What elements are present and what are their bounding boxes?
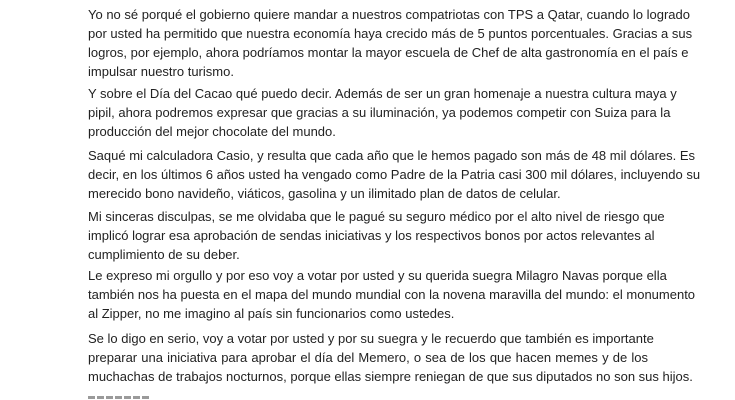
text-line: Yo no sé porqué el gobierno quiere mandar a nuestros compatriotas con TPS a Qatar, cuando lo logrado [88,7,690,22]
paragraph-disculpas [88,207,665,264]
text-line: preparar una iniciativa para aprobar el día del Memero, o sea de los que hacen memes y de los [88,350,648,365]
text-line: logros, por ejemplo, ahora podríamos montar la mayor escuela de Chef de alta gastronomía en el país e [88,45,689,60]
paragraph-en-serio [88,329,693,386]
text-line: Se lo digo en serio, voy a votar por usted y por su suegra y le recuerdo que también es importante [88,331,654,346]
text-line: merecido bono navideño, viáticos, gasolina y un ilimitado plan de datos de celular. [88,186,561,201]
text-line: al Zipper, no me imagino al país sin funcionarios como ustedes. [88,306,455,321]
text-line: Mi sinceras disculpas, se me olvidaba que le pagué su seguro médico por el alto nivel de riesgo que [88,209,665,224]
text-line: Le expreso mi orgullo y por eso voy a votar por usted y su querida suegra Milagro Navas porque ella [88,268,667,283]
text-line: impulsar nuestro turismo. [88,64,234,79]
cut-off-text-line [88,391,158,400]
text-line: por usted ha permitido que nuestra economía haya crecido más de 5 puntos porcentuales. Gracias a sus [88,26,693,41]
text-line: también nos ha puesta en el mapa del mundo mundial con la novena maravilla del mundo: el monumento [88,287,696,302]
text-line: pipil, ahora podremos expresar que gracias a su iluminación, ya podemos competir con Suiza para la [88,105,671,120]
text-line: Saqué mi calculadora Casio, y resulta que cada año que le hemos pagado son más de 48 mil dólares. Es [88,148,696,163]
text-line: producción del mejor chocolate del mundo. [88,124,336,139]
text-line: Y sobre el Día del Cacao qué puedo decir. Además de ser un gran homenaje a nuestra cultura maya y [88,86,677,101]
paragraph-dia-del-cacao [88,84,677,141]
paragraph-orgullo [88,266,696,323]
paragraph-tps-qatar [88,5,693,81]
text-line: decir, en los últimos 6 años usted ha vengado como Padre de la Patria casi 300 mil dólares, incluyendo su [88,167,701,182]
text-line: cumplimiento de su deber. [88,247,240,262]
text-line: implicó lograr esa aprobación de sendas iniciativas y los respectivos bonos por actos relevantes al [88,228,655,243]
paragraph-calculadora [88,146,701,203]
text-line: muchachas de trabajos nocturnos, porque ellas siempre reniegan de que sus diputados no son sus hijos. [88,369,693,384]
